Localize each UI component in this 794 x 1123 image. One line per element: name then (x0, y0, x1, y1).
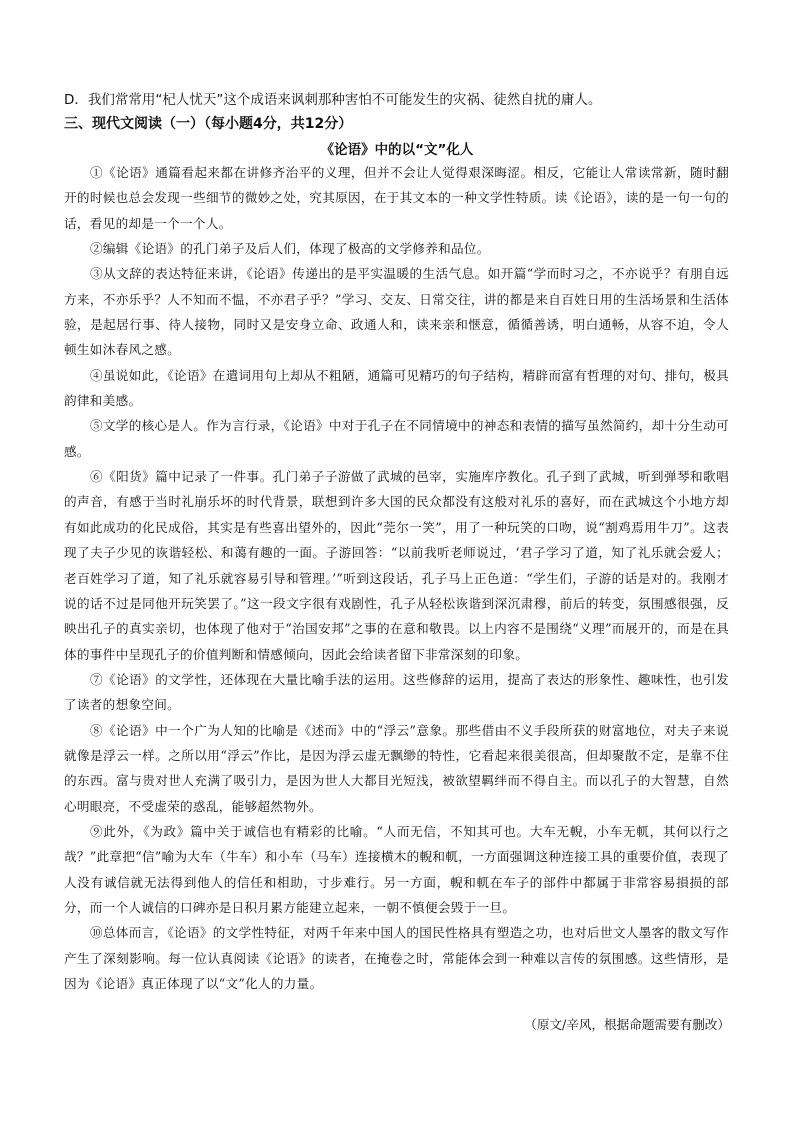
paragraph-6: ⑥《阳货》篇中记录了一件事。孔门弟子子游做了武城的邑宰，实施库序教化。孔子到了武城，听到弹琴和歌唱的声音，有感于当时礼崩乐坏的时代背景，联想到许多大国的民众都没有这般对礼乐的喜好，而在武城这个小地方却有如此成功的化民成俗，其实是有些喜出望外的，因此“莞尔一笑”，用了一种玩笑的口吻，说“割鸡焉用牛刀”。这表现了夫子少见的诙谐轻松、和蔼有趣的一面。子游回答：“以前我听老师说过，‘君子学习了道，知了礼乐就会爱人；老百姓学习了道，知了礼乐就容易引导和管理。’”听到这段话，孔子马上正色道：“学生们，子游的话是对的。我刚才说的话不过是同他开玩笑罢了。”这一段文字很有戏剧性，孔子从轻松诙谐到深沉肃穆，前后的转变，氛围感很强，反映出孔子的真实亲切，也体现了他对于“治国安邦”之事的在意和敬畏。以上内容不是围绕“义理”而展开的，而是在具体的事件中呈现孔子的价值判断和情感倾向，因此会给读者留下非常深刻的印象。 (64, 469, 729, 662)
paragraph-10: ⑩总体而言，《论语》的文学性特征，对两千年来中国人的国民性格具有塑造之功，也对后世文人墨客的散文写作产生了深刻影响。每一位认真阅读《论语》的读者，在掩卷之时，常能体会到一种难以言传的氛围感。这些情形，是因为《论语》真正体现了以“文”化人的力量。 (64, 925, 729, 991)
paragraph-2: ②编辑《论语》的孔门弟子及后人们，体现了极高的文学修养和品位。 (90, 241, 490, 257)
paragraph-3: ③从文辞的表达特征来讲，《论语》传递出的是平实温暖的生活气息。如开篇“学而时习之，不亦说乎？有朋自远方来，不亦乐乎？人不知而不愠，不亦君子乎？”学习、交友、日常交往，讲的都是来自百姓日用的生活场景和生活体验，是起居行事、待人接物，同时又是安身立命、政通人和，读来亲和惬意，循循善诱，明白通畅，从容不迫，令人顿生如沐春风之感。 (64, 266, 729, 358)
section-heading: 三、现代文阅读（一）（每小题4分，共12分） (64, 116, 353, 132)
article-title: 《论语》中的以“文”化人 (320, 142, 474, 158)
paragraph-9: ⑨此外，《为政》篇中关于诚信也有精彩的比喻。“人而无信，不知其可也。大车无輗，小车无軏，其何以行之哉？”此章把“信”喻为大车（牛车）和小车（马车）连接横木的輗和軏，一方面强调这种连接工具的重要价值，表现了人没有诚信就无法得到他人的信任和相助，寸步难行。另一方面，輗和軏在车子的部件中都属于非常容易損损的部分，而一个人诚信的口碑亦是日积月累方能建立起来，一朝不慎便会毁于一旦。 (64, 823, 729, 915)
paragraph-4: ④虽说如此，《论语》在遣词用句上却从不粗陋，通篇可见精巧的句子结构，精辟而富有哲理的对句、排句，极具韵律和美感。 (64, 367, 729, 409)
paragraph-8: ⑧《论语》中一个广为人知的比喻是《述而》中的“浮云”意象。那些借由不义手段所获的财富地位，对夫子来说就像是浮云一样。之所以用“浮云”作比，是因为浮云虚无飘缈的特性，它看起来很美很高，但却聚散不定，是靠不住的东西。富与贵对世人充满了吸引力，是因为世人大都目光短浅，被欲望羁绊而不得自主。而以孔子的大智慧，自然心明眼亮，不受虚荣的惑乱，能够超然物外。 (64, 722, 729, 814)
source-note: （原文/辛风，根据命题需要有删改） (524, 1017, 730, 1032)
paragraph-1: ①《论语》通篇看起来都在讲修齐治平的义理，但并不会让人觉得艰深晦涩。相反，它能让人常读常新，随时翻开的时候也总会发现一些细节的微妙之处，究其原因，在于其文本的一种文学性特质。读《论语》，读的是一句一句的话，看见的却是一个一个人。 (64, 165, 729, 231)
paragraph-7: ⑦《论语》的文学性，还体现在大量比喻手法的运用。这些修辞的运用，提高了表达的形象性、趣味性，也引发了读者的想象空间。 (64, 671, 729, 713)
article-body (64, 160, 729, 996)
paragraph-5: ⑤文学的核心是人。作为言行录，《论语》中对于孔子在不同情境中的神态和表情的描写虽然简约，却十分生动可感。 (64, 418, 729, 459)
question-option-d: D．我们常常用“杞人忧天”这个成语来讽刺那种害怕不可能发生的灾祸、徒然自扰的庸人。 (64, 92, 602, 108)
